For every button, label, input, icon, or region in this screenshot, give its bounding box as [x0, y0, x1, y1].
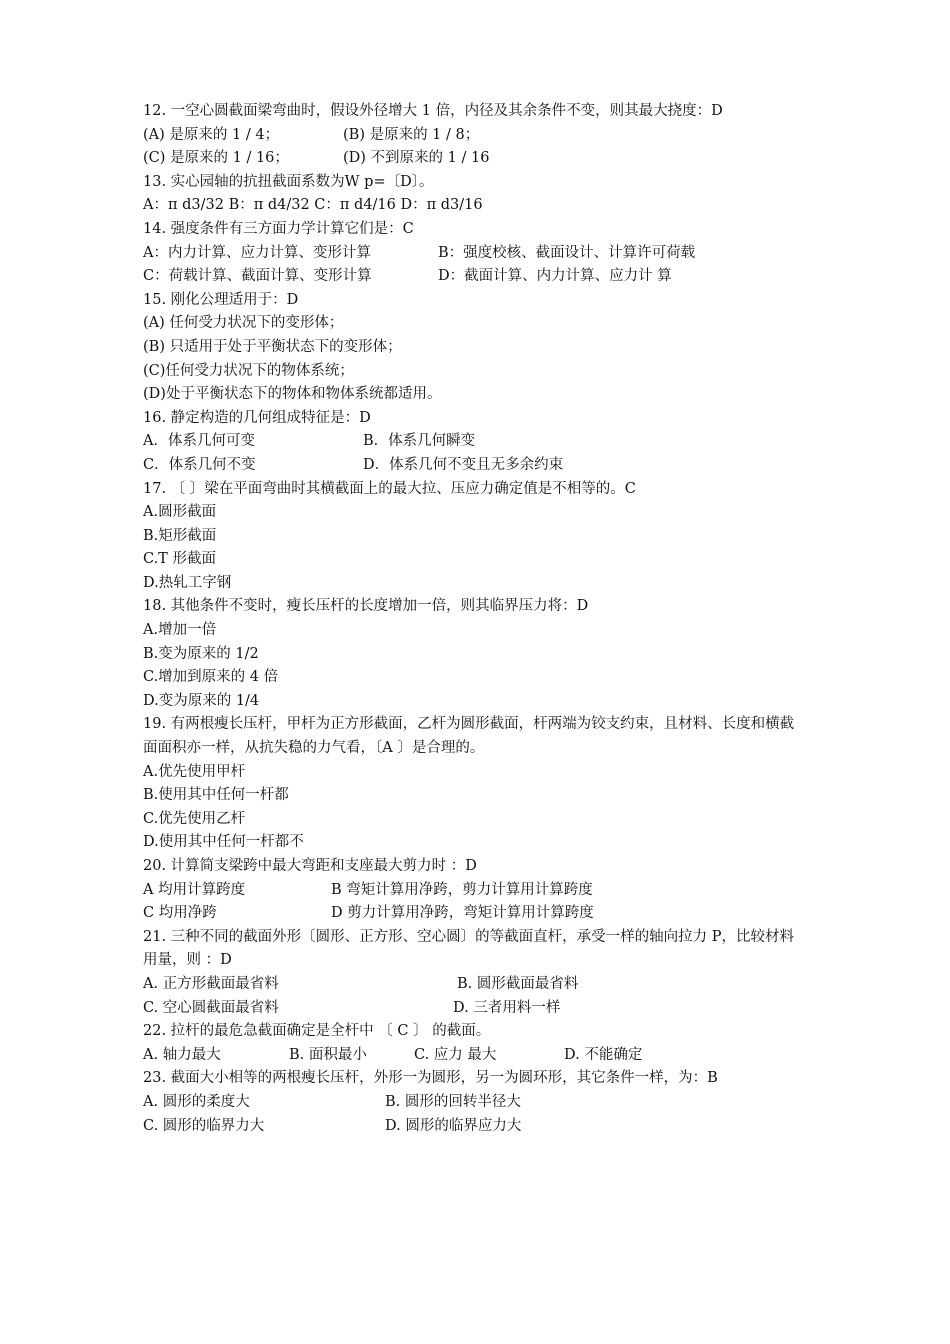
option-c: C.T 形截面 [143, 551, 216, 568]
question-13-options: A：π d3/32 B：π d4/32 C：π d4/16 D：π d3/16 [143, 197, 483, 214]
option-b: B.矩形截面 [143, 527, 217, 544]
option-b: (B) 是原来的 1 / 8； [343, 126, 480, 143]
question-16-options-cd [143, 454, 823, 478]
question-16-stem: 16. 静定构造的几何组成特征是：D [143, 409, 371, 426]
option-c: C：荷载计算、截面计算、变形计算 [143, 268, 372, 285]
option-c: (C)任何受力状况下的物体系统； [143, 362, 354, 379]
option-a: A. 轴力最大 [143, 1046, 221, 1063]
option-d: D. 不能确定 [564, 1046, 643, 1063]
option-b: B. 面积最小 [289, 1046, 367, 1063]
option-c: C.增加到原来的 4 倍 [143, 669, 279, 686]
question-20-options-cd [143, 902, 823, 926]
question-19-stem: 19. 有两根瘦长压杆，甲杆为正方形截面，乙杆为圆形截面，杆两端为铰支约束，且材料、长度和横截面面积亦一样，从抗失稳的力气看，〔A 〕是合理的。 [143, 716, 795, 757]
option-a: (A) 任何受力状况下的变形体； [143, 315, 344, 332]
option-c: C. 空心圆截面最省料 [143, 999, 279, 1016]
option-a: (A) 是原来的 1 / 4； [143, 126, 280, 143]
question-13-stem: 13. 实心园轴的抗扭截面系数为W p=〔D〕。 [143, 173, 434, 190]
option-c: C．体系几何不变 [143, 456, 256, 473]
option-a: A. 圆形的柔度大 [143, 1093, 250, 1110]
question-22-options [143, 1044, 823, 1068]
question-23-stem: 23. 截面大小相等的两根瘦长压杆，外形一为圆形，另一为圆环形，其它条件一样，为：B [143, 1070, 718, 1087]
question-14-stem: 14. 强度条件有三方面力学计算它们是：C [143, 220, 414, 237]
option-b: B.变为原来的 1/2 [143, 645, 259, 662]
option-a: A．体系几何可变 [143, 433, 255, 450]
question-16-options-ab [143, 430, 823, 454]
option-b: B. 圆形截面最省料 [457, 975, 579, 992]
question-17-stem: 17. 〔 〕梁在平面弯曲时其横截面上的最大拉、压应力确定值是不相等的。C [143, 480, 636, 497]
option-a: A.圆形截面 [143, 504, 217, 521]
question-21-stem: 21. 三种不同的截面外形〔圆形、正方形、空心圆〕的等截面直杆，承受一样的轴向拉力 P，比较材料用量，则 ：D [143, 928, 795, 969]
question-20-options-ab [143, 879, 823, 903]
option-c: C. 圆形的临界力大 [143, 1117, 265, 1134]
option-c: C 均用净跨 [143, 905, 217, 922]
option-a: A.增加一倍 [143, 622, 217, 639]
option-d: D：截面计算、内力计算、应力计 算 [438, 268, 672, 285]
option-b: B．体系几何瞬变 [363, 433, 476, 450]
question-23-options-cd [143, 1115, 823, 1139]
option-c: C. 应力 最大 [414, 1046, 497, 1063]
question-12-options-cd [143, 147, 823, 171]
question-14-options-cd [143, 265, 823, 289]
option-b: B. 圆形的回转半径大 [385, 1093, 521, 1110]
question-18-stem: 18. 其他条件不变时，瘦长压杆的长度增加一倍，则其临界压力将：D [143, 598, 589, 615]
option-c: (C) 是原来的 1 / 16； [143, 150, 289, 167]
option-c: C.优先使用乙杆 [143, 810, 246, 827]
question-22-stem: 22. 拉杆的最危急截面确定是全杆中 〔 C 〕 的截面。 [143, 1023, 491, 1040]
option-d: D.变为原来的 1/4 [143, 692, 260, 709]
option-d: (D)处于平衡状态下的物体和物体系统都适用。 [143, 386, 442, 403]
option-b: (B) 只适用于处于平衡状态下的变形体； [143, 338, 402, 355]
question-15-stem: 15. 刚化公理适用于：D [143, 291, 299, 308]
option-d: D 剪力计算用净跨，弯矩计算用计算跨度 [331, 905, 594, 922]
option-d: D. 三者用料一样 [453, 999, 561, 1016]
option-a: A 均用计算跨度 [143, 881, 246, 898]
question-21-options-cd [143, 997, 823, 1021]
option-b: B.使用其中任何一杆都 [143, 787, 289, 804]
option-a: A：内力计算、应力计算、变形计算 [143, 244, 371, 261]
question-14-options-ab [143, 242, 823, 266]
question-list [143, 100, 823, 1138]
option-a: A.优先使用甲杆 [143, 763, 246, 780]
option-d: D.热轧工字钢 [143, 574, 232, 591]
option-a: A. 正方形截面最省料 [143, 975, 279, 992]
question-21-options-ab [143, 973, 823, 997]
option-d: D. 圆形的临界应力大 [385, 1117, 522, 1134]
option-b: B 弯矩计算用净跨，剪力计算用计算跨度 [331, 881, 593, 898]
option-d: (D) 不到原来的 1 / 16 [343, 150, 490, 167]
option-b: B：强度校核、截面设计、计算许可荷载 [438, 244, 696, 261]
option-d: D.使用其中任何一杆都不 [143, 834, 304, 851]
option-d: D．体系几何不变且无多余约束 [363, 456, 564, 473]
question-12-options-ab [143, 124, 823, 148]
question-20-stem: 20. 计算简支梁跨中最大弯距和支座最大剪力时 ：D [143, 858, 477, 874]
question-12-stem: 12. 一空心圆截面梁弯曲时，假设外径增大 1 倍，内径及其余条件不变，则其最大挠度：D [143, 103, 723, 119]
question-23-options-ab [143, 1091, 823, 1115]
